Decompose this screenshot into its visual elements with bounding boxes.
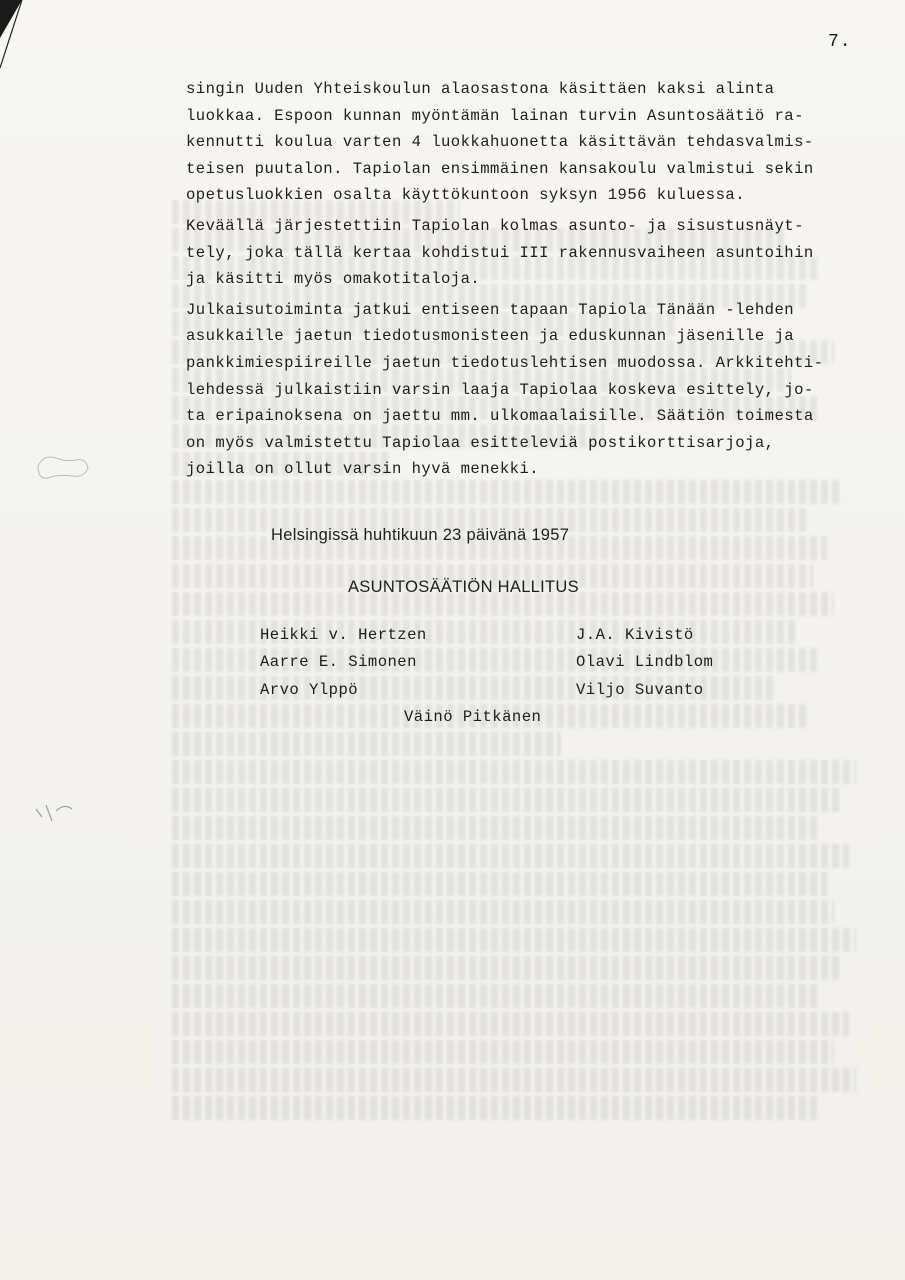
text-line: pankkimiespiireille jaetun tiedotuslehtisen muodossa. Arkkitehti- [186, 353, 824, 372]
page-number: 7. [828, 32, 852, 52]
text-line: luokkaa. Espoon kunnan myöntämän lainan turvin Asuntosäätiö ra- [186, 106, 804, 125]
text-line: opetusluokkien osalta käyttökuntoon syksyn 1956 kuluessa. [186, 186, 746, 205]
paragraph-school [186, 76, 898, 209]
text-line: singin Uuden Yhteiskoulun alaosastona käsittäen kaksi alinta [186, 80, 775, 98]
text-line: asukkaille jaetun tiedotusmonisteen ja eduskunnan jäsenille ja [186, 327, 795, 346]
text-line: on myös valmistettu Tapiolaa esitteleviä postikorttisarjoja, [186, 433, 775, 452]
signatory-name: Aarre E. Simonen [260, 653, 417, 671]
body-text [186, 76, 898, 487]
text-line: teisen puutalon. Tapiolan ensimmäinen kansakoulu valmistui sekin [186, 159, 814, 178]
text-line: ta eripainoksena on jaettu mm. ulkomaalaisille. Säätiön toimesta [186, 407, 814, 426]
text-line: lehdessä julkaistiin varsin laaja Tapiolaa koskeva esittely, jo- [186, 380, 814, 399]
paragraph-publications [186, 297, 898, 483]
board-title: ASUNTOSÄÄTIÖN HALLITUS [348, 578, 579, 596]
text-line: Julkaisutoiminta jatkui entiseen tapaan Tapiola Tänään -lehden [186, 300, 795, 319]
text-line: kennutti koulua varten 4 luokkahuonetta käsittävän tehdasvalmis- [186, 133, 814, 152]
text-line: tely, joka tällä kertaa kohdistui III rakennusvaiheen asuntoihin [186, 243, 814, 262]
signatory-name: Olavi Lindblom [576, 653, 714, 671]
margin-pen-mark [30, 795, 80, 835]
torn-corner-mark [0, 0, 60, 70]
text-line: Keväällä järjestettiin Tapiolan kolmas asunto- ja sisustusnäyt- [186, 216, 804, 235]
signatory-name: J.A. Kivistö [576, 626, 694, 644]
margin-scribble-mark [34, 448, 94, 488]
text-line: joilla on ollut varsin hyvä menekki. [186, 460, 540, 479]
signatory-name: Väinö Pitkänen [404, 708, 542, 726]
signatory-name: Heikki v. Hertzen [260, 626, 427, 644]
text-line: ja käsitti myös omakotitaloja. [186, 270, 481, 289]
signatory-name: Viljo Suvanto [576, 681, 704, 699]
place-date-line: Helsingissä huhtikuun 23 päivänä 1957 [271, 526, 570, 544]
paragraph-exhibition [186, 213, 898, 293]
signatory-name: Arvo Ylppö [260, 681, 359, 699]
